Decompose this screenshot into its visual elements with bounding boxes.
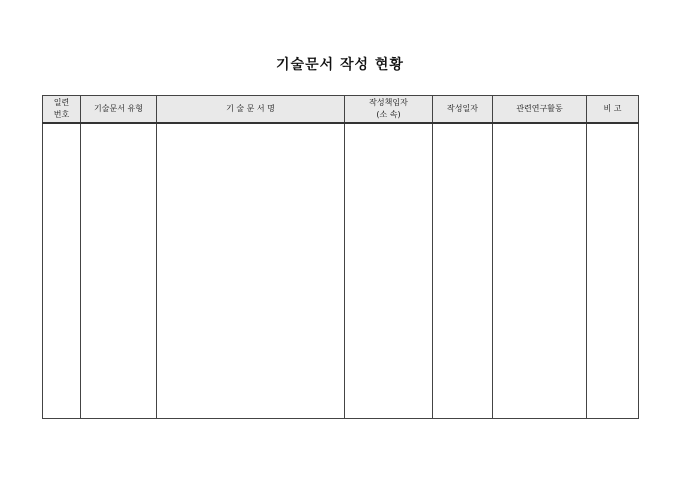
cell-date [433, 123, 493, 419]
cell-related-research [493, 123, 587, 419]
cell-document-type [81, 123, 157, 419]
cell-document-name [157, 123, 345, 419]
header-date: 작성일자 [433, 96, 493, 124]
cell-serial-number [43, 123, 81, 419]
header-row [43, 96, 639, 124]
cell-remarks [587, 123, 639, 419]
cell-author-affiliation [345, 123, 433, 419]
document-title: 기술문서 작성 현황 [276, 57, 404, 73]
header-remarks: 비 고 [587, 96, 639, 124]
table-row [43, 123, 639, 419]
header-document-type: 기술문서 유형 [81, 96, 157, 124]
header-document-name: 기 술 문 서 명 [157, 96, 345, 124]
header-author-affiliation: 작성책임자 (소 속) [345, 96, 433, 124]
header-related-research: 관련연구활동 [493, 96, 587, 124]
status-table [42, 95, 639, 419]
header-serial-number: 일련 번호 [43, 96, 81, 124]
